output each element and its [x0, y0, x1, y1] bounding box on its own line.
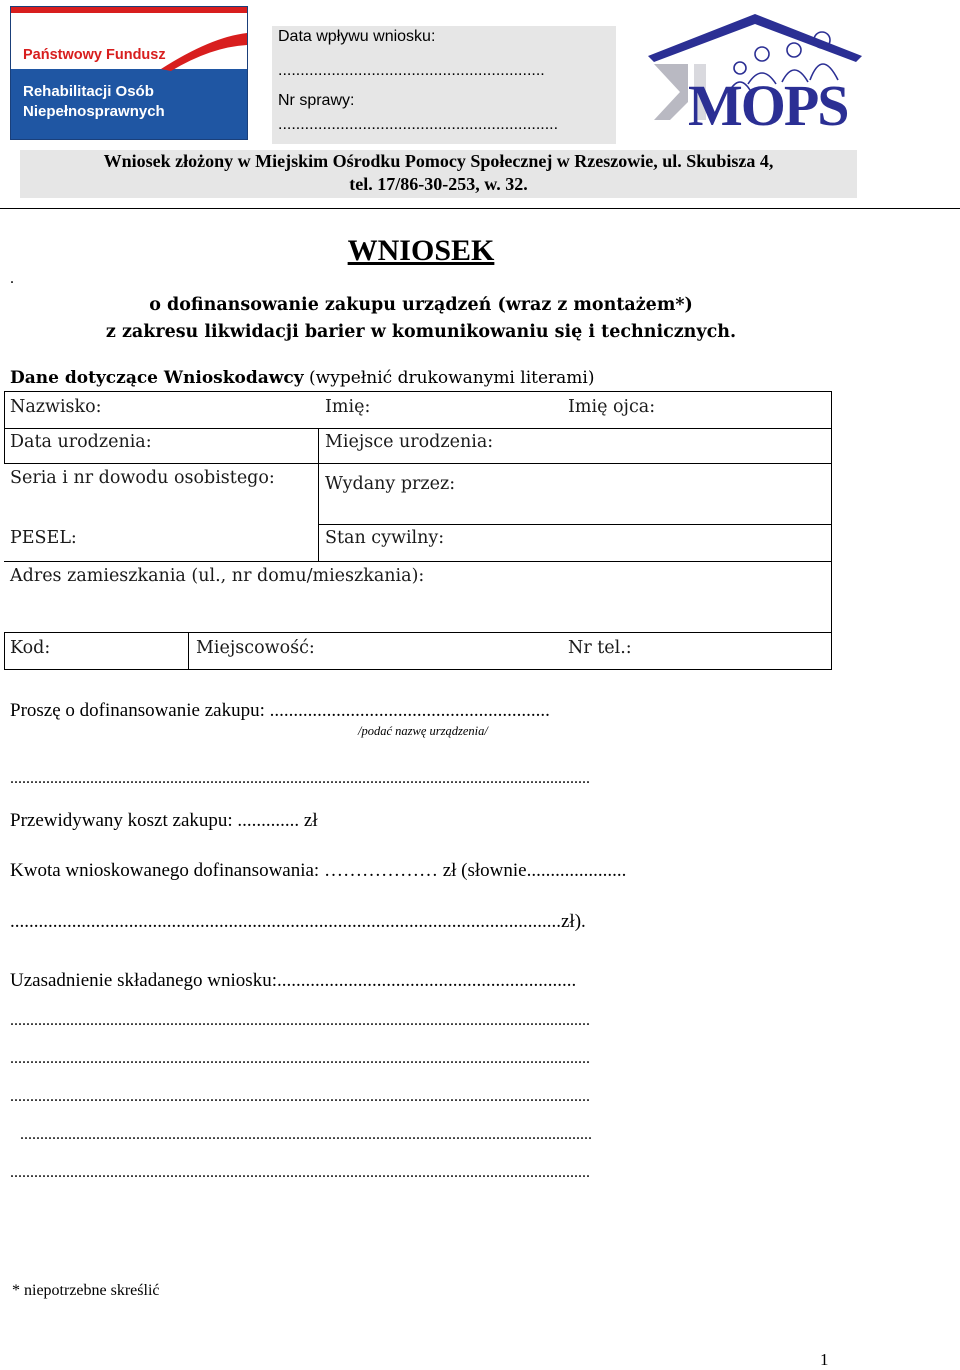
page-number: 1	[820, 1350, 829, 1369]
purchase-request-field[interactable]: Proszę o dofinansowanie zakupu: ...........................................................	[10, 700, 550, 721]
purchase-cost-field[interactable]: Przewidywany koszt zakupu: ............. zł	[10, 810, 318, 831]
received-date-label: Data wpływu wniosku:	[278, 28, 436, 45]
purchase-continuation-field[interactable]: .................................................................................................................................................	[10, 770, 590, 787]
submission-info-banner	[20, 150, 857, 198]
justification-line[interactable]: .................................................................................................................................................	[10, 1050, 590, 1067]
form-row-postal	[4, 632, 832, 670]
form-divider	[188, 632, 189, 670]
id-number-label[interactable]: Seria i nr dowodu osobistego:	[10, 468, 275, 488]
case-number-label: Nr sprawy:	[278, 92, 355, 109]
justification-field[interactable]: Uzasadnienie składanego wniosku:...............................................................	[10, 970, 577, 991]
city-label[interactable]: Miejscowość:	[196, 638, 315, 658]
pfron-logo	[10, 6, 248, 140]
document-subtitle	[0, 292, 842, 346]
footnote: * niepotrzebne skreślić	[12, 1282, 160, 1299]
submission-info-line1: Wniosek złożony w Miejskim Ośrodku Pomocy Społecznej w Rzeszowie, ul. Skubisza 4,	[103, 151, 774, 171]
header-divider	[0, 208, 960, 209]
address-label[interactable]: Adres zamieszkania (ul., nr domu/mieszkania):	[10, 566, 425, 586]
intake-box	[272, 26, 616, 144]
section-heading-bold: Dane dotyczące Wnioskodawcy	[10, 368, 304, 388]
marital-status-label[interactable]: Stan cywilny:	[325, 528, 445, 548]
section-heading-note: (wypełnić drukowanymi literami)	[303, 368, 595, 388]
stray-dot: .	[10, 270, 14, 287]
case-number-field[interactable]: ...............................................................	[278, 116, 559, 133]
mops-logo-text: MOPS	[688, 73, 848, 138]
form-divider	[318, 428, 319, 464]
justification-line[interactable]: ...............................................................................................................................................	[20, 1126, 592, 1143]
received-date-field[interactable]: ............................................................	[278, 62, 545, 79]
phone-label[interactable]: Nr tel.:	[568, 638, 632, 658]
pesel-label[interactable]: PESEL:	[10, 528, 77, 548]
pfron-logo-line3: Niepełnosprawnych	[23, 103, 165, 120]
requested-amount-field[interactable]: Kwota wnioskowanego dofinansowania: ……………… zł (słownie.....................	[10, 860, 627, 881]
justification-line[interactable]: .................................................................................................................................................	[10, 1164, 590, 1181]
device-name-hint: /podać nazwę urządzenia/	[358, 724, 488, 738]
justification-line[interactable]: .................................................................................................................................................	[10, 1088, 590, 1105]
surname-label[interactable]: Nazwisko:	[10, 397, 102, 417]
birth-place-label[interactable]: Miejsce urodzenia:	[325, 432, 494, 452]
postal-code-label[interactable]: Kod:	[10, 638, 51, 658]
subtitle-line2: z zakresu likwidacji barier w komunikowaniu się i technicznych.	[105, 322, 737, 342]
amount-in-words-field[interactable]: ....................................................................................................................zł).	[10, 911, 586, 932]
pfron-logo-line2: Rehabilitacji Osób	[23, 83, 154, 100]
pfron-logo-line1: Państwowy Fundusz	[23, 47, 166, 63]
applicant-section-heading	[10, 368, 595, 388]
mops-logo	[644, 10, 866, 136]
form-row-names	[4, 391, 832, 429]
justification-line[interactable]: .................................................................................................................................................	[10, 1012, 590, 1029]
document-title: WNIOSEK	[347, 234, 495, 267]
father-name-label[interactable]: Imię ojca:	[568, 397, 656, 417]
subtitle-line1: o dofinansowanie zakupu urządzeń (wraz z montażem*)	[149, 295, 693, 315]
issued-by-cell	[318, 463, 832, 525]
issued-by-label[interactable]: Wydany przez:	[325, 474, 456, 494]
birth-date-label[interactable]: Data urodzenia:	[10, 432, 152, 452]
first-name-label[interactable]: Imię:	[325, 397, 371, 417]
submission-info-line2: tel. 17/86-30-253, w. 32.	[349, 174, 528, 194]
